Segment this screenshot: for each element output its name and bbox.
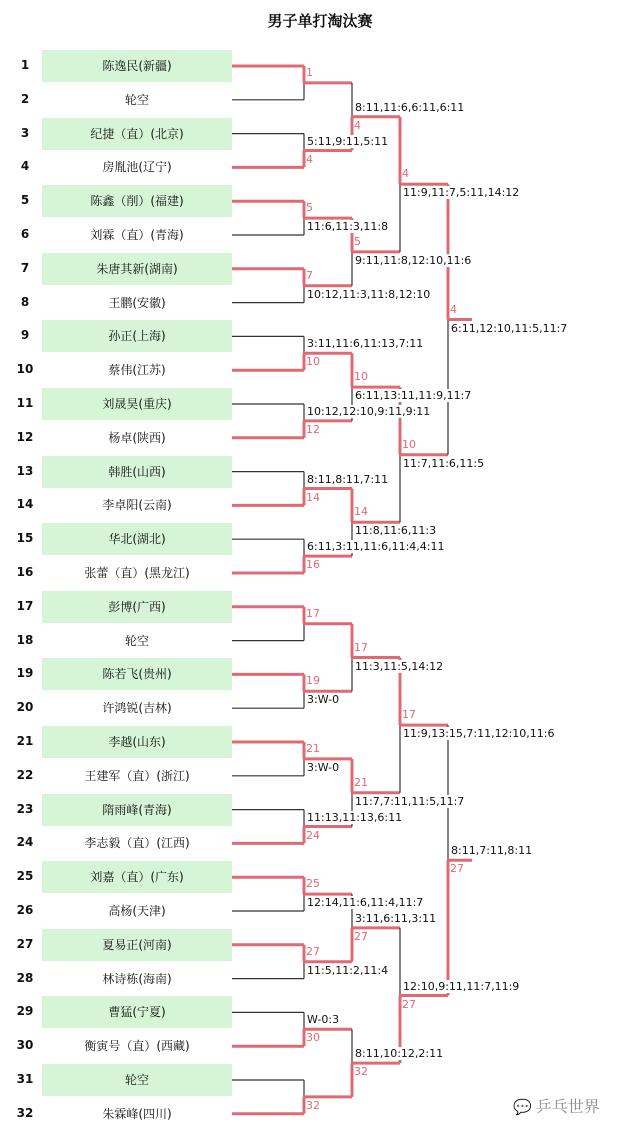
player-cell: 李志毅（直）(江西) <box>84 836 190 851</box>
match-score: 6:11,13:11,11:9,11:7 <box>355 389 472 403</box>
seed-number: 21 <box>16 734 34 748</box>
match-score: 11:6,11:3,11:8 <box>307 220 389 234</box>
winner-number: 5 <box>354 234 361 248</box>
player-cell: 华北(湖北) <box>42 523 232 555</box>
seed-number: 23 <box>16 801 34 816</box>
winner-number: 27 <box>450 862 464 876</box>
match-score: 3:11,11:6,11:13,7:11 <box>307 337 424 351</box>
seed-number: 19 <box>16 666 34 681</box>
seed-number: 4 <box>20 159 30 174</box>
seed-number: 5 <box>20 193 30 208</box>
seed-number: 22 <box>16 767 34 782</box>
seed-number: 26 <box>16 903 34 917</box>
player-cell: 纪捷（直）(北京) <box>42 118 232 150</box>
player-cell: 李越(山东) <box>42 726 232 758</box>
player-cell: 轮空 <box>42 1064 232 1096</box>
winner-number: 12 <box>306 422 320 436</box>
seed-number: 28 <box>16 970 34 985</box>
seed-number: 3 <box>20 125 30 140</box>
winner-number: 10 <box>354 370 368 384</box>
player-cell: 张蕾（直）(黑龙江) <box>84 566 190 580</box>
player-cell: 王鹏(安徽) <box>108 295 166 310</box>
seed-number: 32 <box>16 1105 34 1120</box>
winner-number: 5 <box>306 201 313 215</box>
match-score: W-0:3 <box>307 1013 340 1027</box>
player-cell: 刘嘉（直）(广东) <box>42 861 232 893</box>
seed-number: 11 <box>16 396 34 410</box>
winner-number: 30 <box>306 1031 320 1045</box>
winner-number: 27 <box>306 944 320 958</box>
match-score: 9:11,11:8,12:10,11:6 <box>355 253 472 267</box>
match-score: 6:11,12:10,11:5,11:7 <box>451 321 568 335</box>
winner-number: 21 <box>306 741 320 755</box>
match-score: 11:7,11:6,11:5 <box>403 456 485 470</box>
chat-bubbles-icon: 💬 <box>513 1098 532 1116</box>
match-score: 10:12,12:10,9:11,9:11 <box>307 404 431 418</box>
player-cell: 林诗栋(海南) <box>102 971 172 986</box>
seed-number: 30 <box>16 1038 34 1053</box>
match-score: 8:11,7:11,8:11 <box>451 844 533 858</box>
match-score: 11:7,7:11,11:5,11:7 <box>355 794 465 808</box>
player-cell: 朱霖峰(四川) <box>102 1106 172 1121</box>
seed-number: 27 <box>16 936 34 951</box>
player-cell: 衡寅号（直）(西藏) <box>84 1039 190 1054</box>
winner-number: 32 <box>354 1065 368 1079</box>
winner-number: 16 <box>306 558 320 572</box>
winner-number: 14 <box>306 490 320 504</box>
seed-number: 31 <box>16 1072 34 1086</box>
match-score: 11:5,11:2,11:4 <box>307 963 389 977</box>
match-score: 8:11,10:12,2:11 <box>355 1047 444 1061</box>
winner-number: 27 <box>402 997 416 1011</box>
player-cell: 房胤池(辽宁) <box>102 160 172 175</box>
player-cell: 轮空 <box>124 92 149 107</box>
seed-number: 8 <box>20 294 30 309</box>
winner-number: 17 <box>354 640 368 654</box>
player-cell: 孙正(上海) <box>42 320 232 352</box>
match-score: 11:8,11:6,11:3 <box>355 524 437 538</box>
match-score: 12:10,9:11,11:7,11:9 <box>403 979 520 993</box>
match-score: 3:11,6:11,3:11 <box>355 911 437 925</box>
seed-number: 6 <box>20 227 30 241</box>
page-title: 男子单打淘汰赛 <box>267 12 373 30</box>
match-score: 8:11,8:11,7:11 <box>307 472 389 486</box>
winner-number: 14 <box>354 505 368 519</box>
match-score: 5:11,9:11,5:11 <box>307 134 389 148</box>
player-cell: 高杨(天津) <box>108 904 166 918</box>
seed-number: 15 <box>16 531 34 546</box>
match-score: 3:W-0 <box>307 760 340 774</box>
player-cell: 轮空 <box>124 633 149 648</box>
player-cell: 陈若飞(贵州) <box>42 658 232 690</box>
match-score: 12:14,11:6,11:4,11:7 <box>307 896 424 910</box>
winner-number: 10 <box>306 355 320 369</box>
seed-number: 1 <box>20 58 30 72</box>
winner-number: 7 <box>306 268 313 282</box>
seed-number: 17 <box>16 598 34 613</box>
winner-number: 19 <box>306 674 320 688</box>
winner-number: 17 <box>306 606 320 620</box>
watermark-text: 乒乓世界 <box>535 1097 600 1116</box>
seed-number: 2 <box>20 91 30 106</box>
winner-number: 4 <box>306 152 313 166</box>
winner-number: 10 <box>402 437 416 451</box>
seed-number: 25 <box>16 869 34 884</box>
player-cell: 陈鑫（削）(福建) <box>42 185 232 217</box>
player-cell: 杨卓(陕西) <box>108 430 166 445</box>
match-score: 11:9,11:7,5:11,14:12 <box>403 186 520 200</box>
match-score: 6:11,3:11,11:6,11:4,4:11 <box>307 540 445 554</box>
match-score: 11:13,11:13,6:11 <box>307 810 403 824</box>
player-cell: 李卓阳(云南) <box>102 498 172 513</box>
match-score: 11:3,11:5,14:12 <box>355 659 444 673</box>
winner-number: 1 <box>306 65 313 79</box>
player-cell: 刘霖（直）(青海) <box>90 228 184 242</box>
seed-number: 16 <box>16 565 34 579</box>
match-score: 3:W-0 <box>307 693 340 707</box>
player-cell: 隋雨峰(青海) <box>42 794 232 826</box>
seed-number: 24 <box>16 835 34 850</box>
player-cell: 蔡伟(江苏) <box>108 363 166 378</box>
seed-number: 9 <box>20 328 30 343</box>
winner-number: 21 <box>354 775 368 789</box>
seed-number: 7 <box>20 260 30 275</box>
player-cell: 夏易正(河南) <box>42 929 232 961</box>
seed-number: 12 <box>16 429 34 444</box>
winner-number: 24 <box>306 828 320 842</box>
winner-number: 4 <box>450 302 457 316</box>
match-score: 10:12,11:3,11:8,12:10 <box>307 287 431 301</box>
winner-number: 4 <box>402 167 409 181</box>
player-cell: 彭博(广西) <box>42 591 232 623</box>
seed-number: 29 <box>16 1004 34 1019</box>
winner-number: 27 <box>354 929 368 943</box>
winner-number: 4 <box>354 118 361 132</box>
seed-number: 13 <box>16 463 34 478</box>
player-cell: 曹猛(宁夏) <box>42 996 232 1028</box>
player-cell: 许鸿锐(吉林) <box>102 701 172 716</box>
seed-number: 20 <box>16 700 34 715</box>
player-cell: 王建军（直）(浙江) <box>84 768 190 783</box>
seed-number: 18 <box>16 632 34 647</box>
match-score: 8:11,11:6,6:11,6:11 <box>355 100 465 114</box>
seed-number: 14 <box>16 497 34 512</box>
match-score: 11:9,13:15,7:11,12:10,11:6 <box>403 727 555 741</box>
player-cell: 韩胜(山西) <box>42 456 232 488</box>
watermark <box>513 1094 600 1117</box>
player-cell: 陈逸民(新疆) <box>42 50 232 82</box>
seed-number: 10 <box>16 362 34 377</box>
winner-number: 25 <box>306 877 320 891</box>
player-cell: 刘晟昊(重庆) <box>42 388 232 420</box>
player-cell: 朱唐其新(湖南) <box>42 253 232 285</box>
winner-number: 32 <box>306 1098 320 1112</box>
winner-number: 17 <box>402 708 416 722</box>
